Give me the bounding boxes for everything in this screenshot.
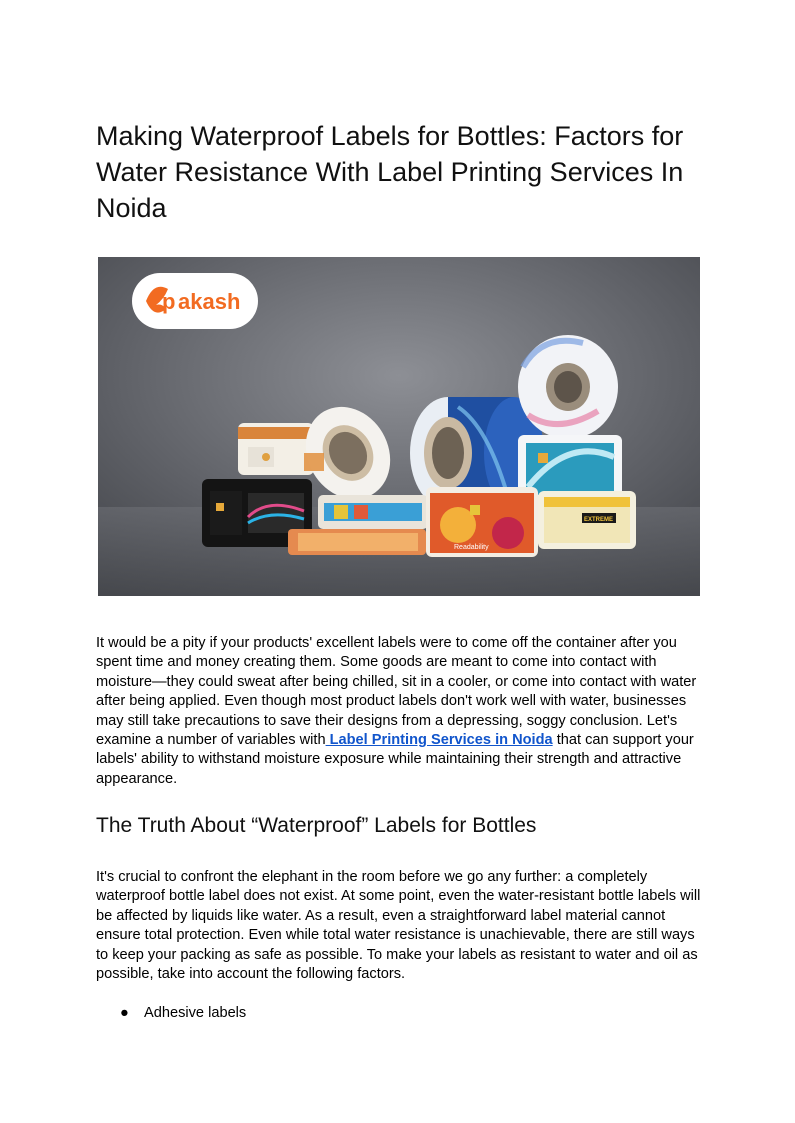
label-roll: [518, 335, 618, 439]
logo-letter: p: [162, 289, 176, 314]
bullet-marker: ●: [120, 1005, 129, 1021]
label-printing-link[interactable]: Label Printing Services in Noida: [325, 732, 553, 749]
roll-brand-text: Readability: [454, 544, 489, 551]
intro-paragraph: [96, 634, 706, 789]
logo-wordmark: akash: [178, 289, 241, 314]
brand-logo: [132, 273, 258, 329]
label-roll: [426, 487, 538, 557]
label-roll: [238, 423, 314, 475]
list-item: [96, 1003, 246, 1023]
label-roll: [538, 491, 636, 549]
intro-text-after: that can support your labels' ability to withstand moisture exposure while maintaining their strength and attractive appearance.: [96, 732, 694, 787]
hero-image: [98, 257, 700, 596]
section-paragraph: It's crucial to confront the elephant in the room before we go any further: a completely waterproof bottle label does not exist. At some point, even the water-resistant bottle labels will be affected by liquids like water. As a result, even a straightforward label material cannot ensure total protection. Even while total water resistance is unachievable, there are still ways to keep your packing as safe as possible. To make your labels as resistant to water and oil as possible, take into account the following factors.: [96, 869, 701, 983]
section-heading: The Truth About “Waterproof” Labels for Bottles: [96, 814, 537, 837]
page-title: Making Waterproof Labels for Bottles: Factors for Water Resistance With Label Printing Services In Noida: [96, 121, 684, 223]
intro-text-before: It would be a pity if your products' excellent labels were to come off the container after you spent time and money creating them. Some goods are meant to come into contact with moisture—they could sweat after being chilled, sit in a cooler, or come into contact with water after being applied. Even though most product labels don't work well with water, businesses may still take precautions to save their designs from a depressing, soggy conclusion. Let's examine a number of variables with: [96, 635, 697, 749]
bullet-list: [96, 1003, 246, 1023]
list-item-text: Adhesive labels: [144, 1005, 247, 1021]
roll-extreme-text: EXTREME: [584, 517, 614, 523]
